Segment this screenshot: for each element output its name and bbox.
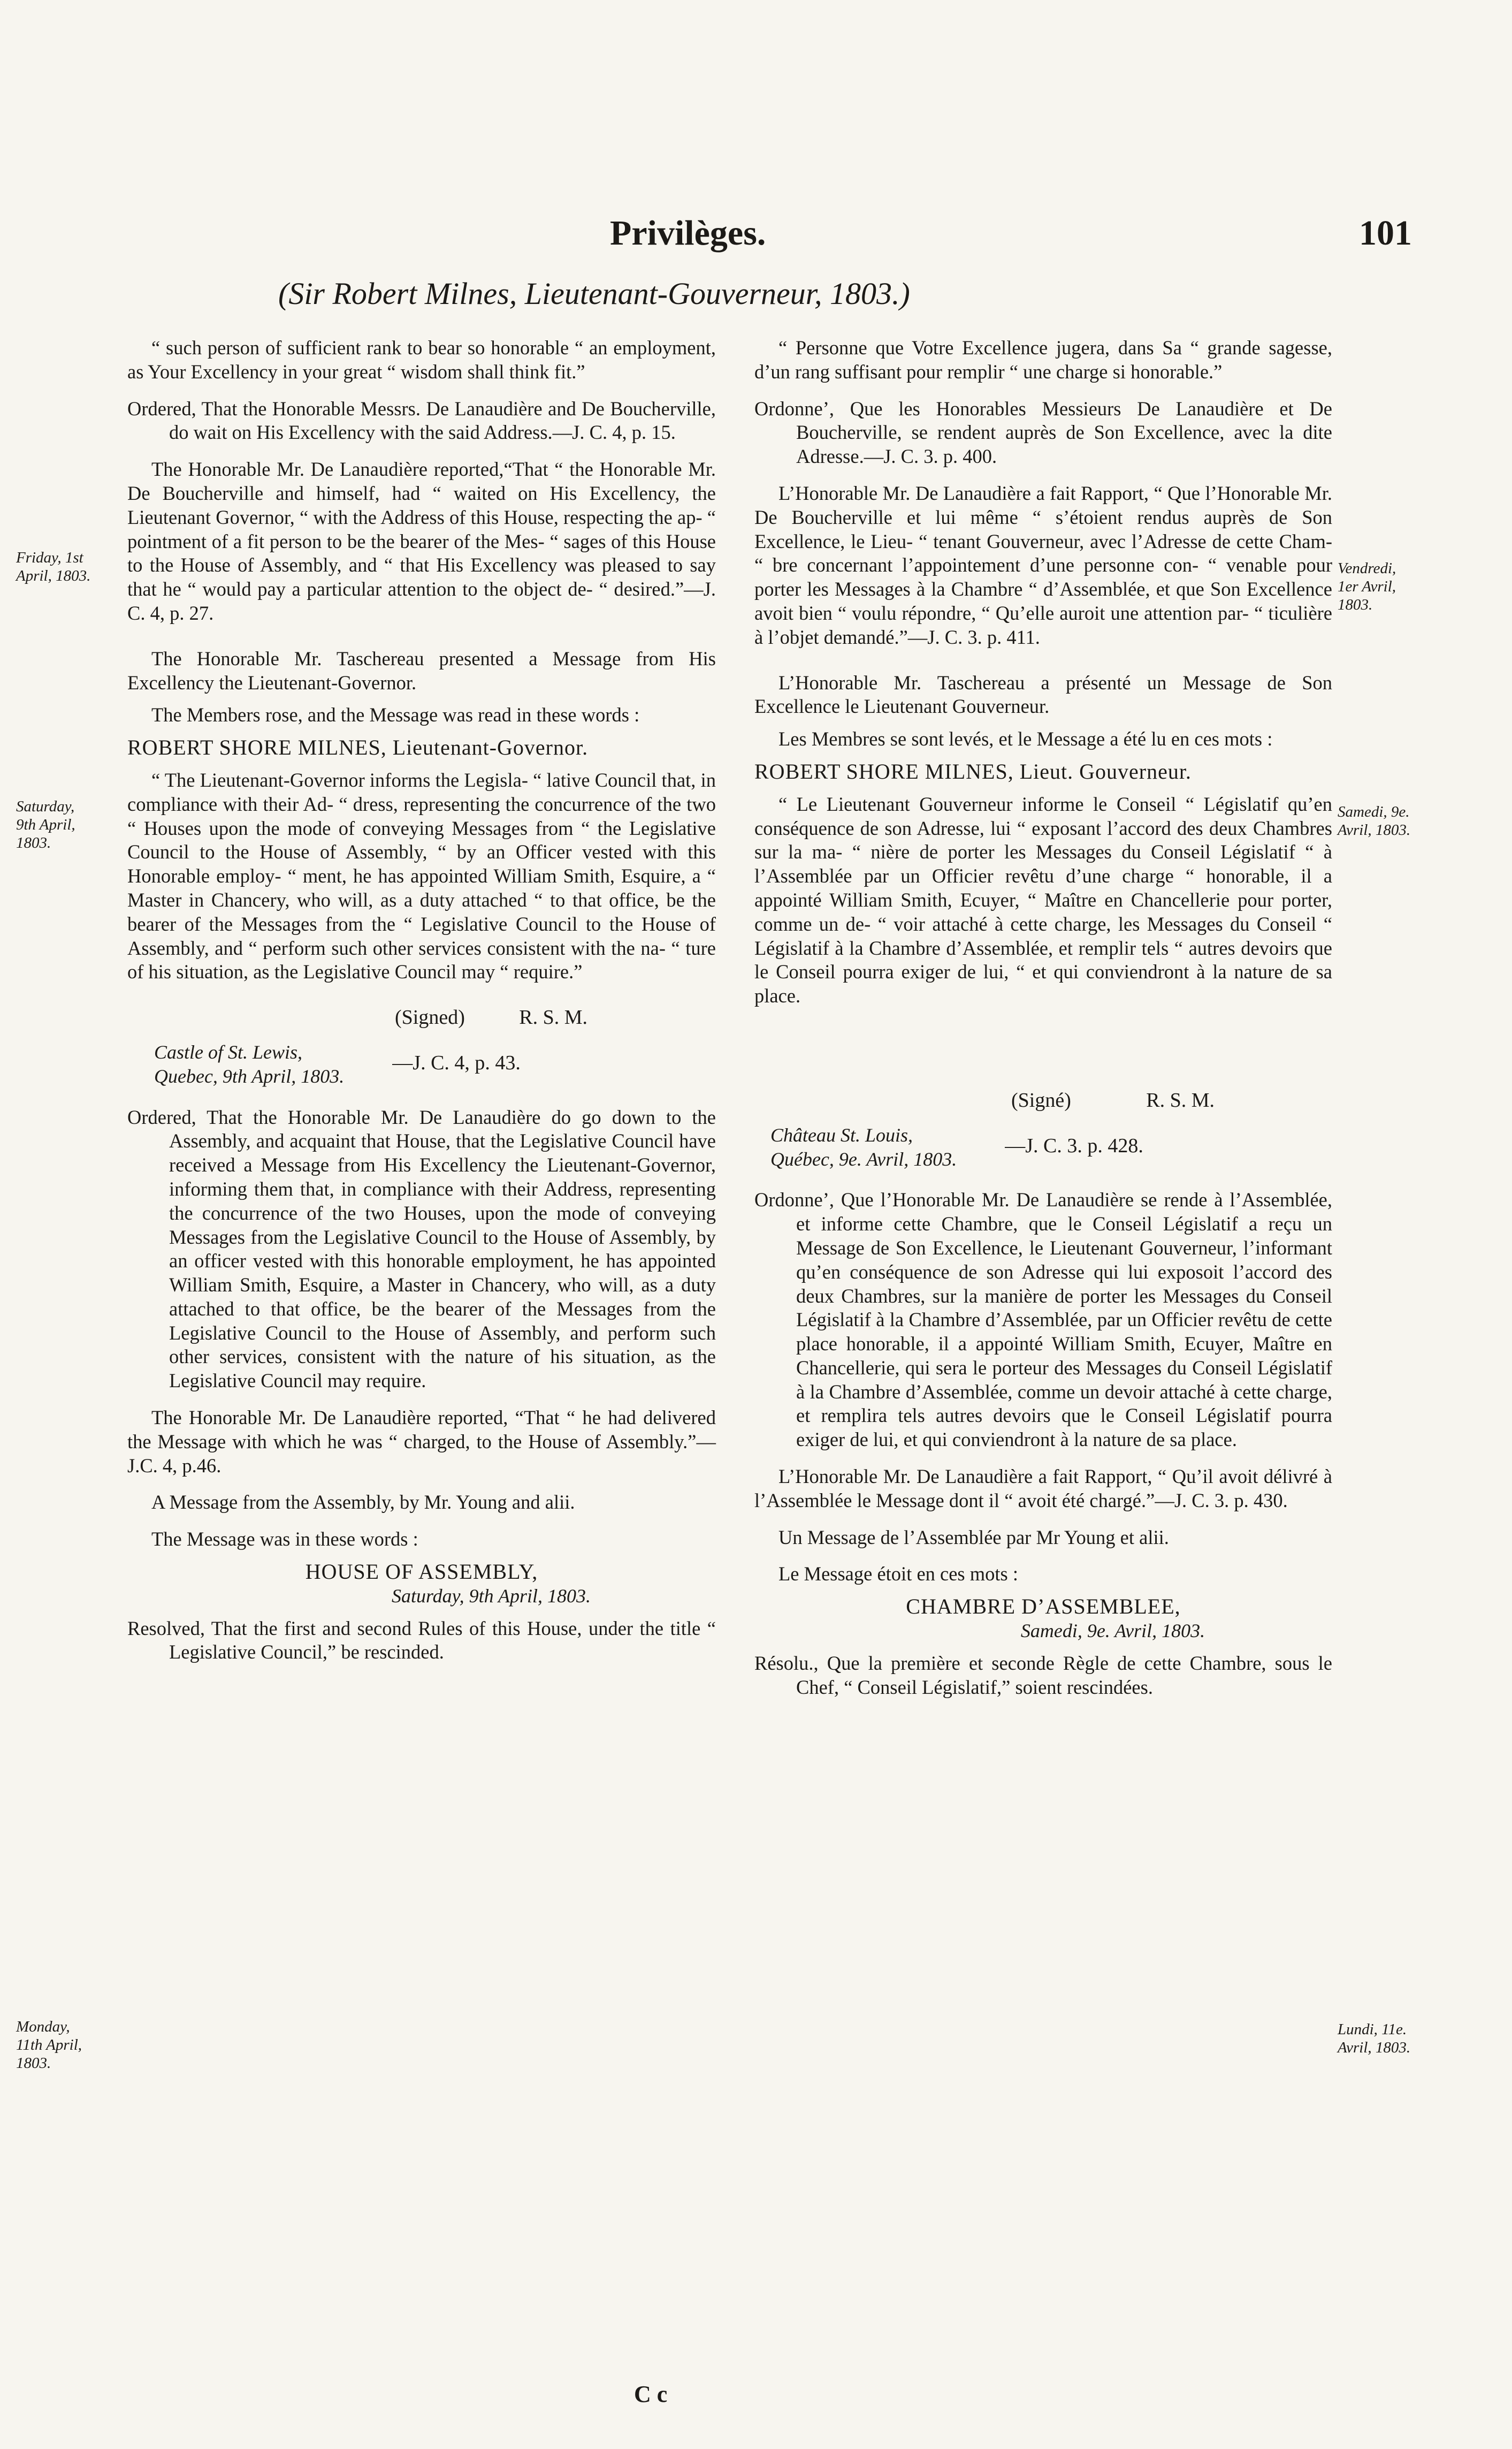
english-ordered-2: Ordered, That the Honorable Mr. De Lanaudière do go down to the Assembly, and acquaint that House, that the Legislative Council have received a Message from His Excellency the Lieutenant-Governor, informing them that, in compliance with their Address, representing the concurrence of the two Houses, upon the mode of conveying Messages from the Legislative Council to the House of Assembly, by an officer vested with this honorable employment, he has appointed William Smith, Esquire, a Master in Chancery, who will, as a duty attached to that office, be the bearer of the Messages from the Legislative Council to the House of Assembly, and perform such other services, consistent with the nature of his situation, as the Legislative Council may require. bbox=[127, 1106, 716, 1392]
english-message-words: The Message was in these words : bbox=[151, 1528, 418, 1550]
page-number: 101 bbox=[1359, 214, 1412, 253]
french-ordonne-1: Ordonne’, Que les Honorables Messieurs De Lanaudière et De Boucherville, se rendent auprès de Son Excellence, avec la dite Adresse.—J. C. 3. p. 400. bbox=[754, 397, 1332, 468]
english-members-rose: The Members rose, and the Message was read in these words : bbox=[151, 704, 640, 726]
french-report-2: L’Honorable Mr. De Lanaudière a fait Rapport, “ Qu’il avoit délivré à l’Assemblée le Message dont il “ avoit été chargé.”—J. C. 3. p. 430. bbox=[754, 1465, 1332, 1511]
english-ordered-1: Ordered, That the Honorable Messrs. De Lanaudière and De Boucherville, do wait on His Excellency with the said Address.—J. C. 4, p. 15. bbox=[127, 397, 716, 444]
french-assembly-message: Un Message de l’Assemblée par Mr Young et alii. bbox=[778, 1526, 1169, 1548]
french-castle: Château St. Louis, bbox=[770, 1124, 913, 1146]
french-signature-row bbox=[754, 1089, 1332, 1113]
page-subtitle: (Sir Robert Milnes, Lieutenant-Gouverneur, 1803.) bbox=[278, 276, 910, 311]
margin-note-lundi: Lundi, 11e. Avril, 1803. bbox=[1338, 2021, 1411, 2056]
french-report-1: L’Honorable Mr. De Lanaudière a fait Rapport, “ Que l’Honorable Mr. De Boucherville et lui même “ s’étoient rendus auprès de Son Excellence, le Lieu- “ tenant Gouverneur, avec l’Adresse de cette Cham- “ bre concernant l’appointement d’une personne con- “ venable pour porter les Messages à la Chambre “ d’Assemblée, et que Son Excellence avoit bien “ voulu répondre, “ Qu’elle auroit une attention par- “ ticulière à l’objet demandé.”—J. C. 3. p. 411. bbox=[754, 482, 1332, 648]
french-taschereau: L’Honorable Mr. Taschereau a présenté un Message de Son Excellence le Lieutenant Gouverneur. bbox=[754, 671, 1332, 718]
english-initials: R. S. M. bbox=[519, 1006, 587, 1029]
french-members-rose: Les Membres se sont levés, et le Message a été lu en ces mots : bbox=[778, 728, 1273, 750]
margin-note-friday: Friday, 1st April, 1803. bbox=[16, 549, 91, 584]
french-location-row bbox=[754, 1123, 1332, 1172]
english-house-date: Saturday, 9th April, 1803. bbox=[391, 1585, 591, 1607]
french-message-body: “ Le Lieutenant Gouverneur informe le Conseil “ Législatif qu’en conséquence de son Adresse, lui “ exposant l’accord des deux Chambres sur la ma- “ nière de porter les Messages du Conseil Législatif “ à l’Assemblée par un Officier revêtu d’une charge “ honorable, il a appointé William Smith, Ecuyer, “ Maître en Chancellerie pour porter, comme un de- “ voir attaché à cette charge, les Messages du Conseil “ Législatif à la Chambre d’Assemblée, et remplir tels “ autres devoirs que le Conseil pourra exiger de lui, “ et qui conviendront à la nature de sa place. bbox=[754, 793, 1332, 1007]
french-journal-ref: —J. C. 3. p. 428. bbox=[1005, 1134, 1143, 1157]
signature-mark: C c bbox=[634, 2381, 668, 2407]
french-ordonne-2: Ordonne’, Que l’Honorable Mr. De Lanaudière se rende à l’Assemblée, et informe cette Chambre, que le Conseil Législatif a reçu un Message de Son Excellence, le Lieutenant Gouverneur, l’informant qu’en conséquence de son Adresse qui lui exposoit l’accord des deux Chambres, sur la manière de porter les Messages du Conseil Législatif à la Chambre d’Assemblée, par un Officier revêtu de cette place honorable, il a appointé William Smith, Ecuyer, Maître en Chancellerie, qui sera le porteur des Messages du Conseil Législatif à la Chambre d’Assemblée, comme un devoir attaché à cette charge, et remplira tels autres devoirs que le Conseil Législatif pourra exiger de lui, et qui conviendront à la nature de sa place. bbox=[754, 1189, 1332, 1451]
english-quebec-date: Quebec, 9th April, 1803. bbox=[154, 1065, 345, 1087]
french-location bbox=[770, 1123, 957, 1172]
page-title: Privilèges. bbox=[610, 214, 766, 253]
english-column bbox=[127, 336, 716, 1673]
english-location-row bbox=[127, 1040, 716, 1089]
french-message-heading: ROBERT SHORE MILNES, Lieut. Gouverneur. bbox=[754, 759, 1192, 784]
french-message-words: Le Message étoit en ces mots : bbox=[778, 1563, 1019, 1585]
french-house-heading: CHAMBRE D’ASSEMBLEE, bbox=[906, 1594, 1181, 1619]
english-house-heading: HOUSE OF ASSEMBLY, bbox=[305, 1560, 538, 1584]
english-report-1: The Honorable Mr. De Lanaudière reported,“That “ the Honorable Mr. De Boucherville and himself, had “ waited on His Excellency, the Lieutenant Governor, “ with the Address of this House, respecting the ap- “ pointment of a fit person to be the bearer of the Mes- “ sages of this House to the House of Assembly, and “ that His Excellency was pleased to say that he “ would pay a particular attention to the object de- “ desired.”—J. C. 4, p. 27. bbox=[127, 458, 716, 624]
english-castle: Castle of St. Lewis, bbox=[154, 1041, 303, 1063]
english-assembly-message: A Message from the Assembly, by Mr. Young and alii. bbox=[151, 1491, 575, 1513]
french-resolu: Résolu., Que la première et seconde Règle de cette Chambre, sous le Chef, “ Conseil Législatif,” soient rescindées. bbox=[754, 1652, 1332, 1698]
french-quebec-date: Québec, 9e. Avril, 1803. bbox=[770, 1148, 957, 1170]
english-location bbox=[154, 1040, 344, 1089]
french-house-date: Samedi, 9e. Avril, 1803. bbox=[1020, 1620, 1205, 1642]
english-paragraph-1: “ such person of sufficient rank to bear so honorable “ an employment, as Your Excellency in your great “ wisdom shall think fit.” bbox=[127, 337, 716, 383]
english-taschereau: The Honorable Mr. Taschereau presented a Message from His Excellency the Lieutenant-Governor. bbox=[127, 647, 716, 694]
french-paragraph-1: “ Personne que Votre Excellence jugera, dans Sa “ grande sagesse, d’un rang suffisant pour remplir “ une charge si honorable.” bbox=[754, 337, 1332, 383]
margin-note-vendredi: Vendredi, 1er Avril, 1803. bbox=[1338, 560, 1396, 613]
french-column bbox=[754, 336, 1332, 1708]
margin-note-samedi: Samedi, 9e. Avril, 1803. bbox=[1338, 803, 1411, 839]
english-resolved: Resolved, That the first and second Rules of this House, under the title “ Legislative Council,” be rescinded. bbox=[127, 1617, 716, 1663]
english-report-2: The Honorable Mr. De Lanaudière reported, “That “ he had delivered the Message with which he was “ charged, to the House of Assembly.”—J.C. 4, p.46. bbox=[127, 1406, 716, 1477]
english-signature-row bbox=[127, 1006, 716, 1030]
english-message-heading: ROBERT SHORE MILNES, Lieutenant-Governor. bbox=[127, 735, 589, 760]
english-message-body: “ The Lieutenant-Governor informs the Legisla- “ lative Council that, in compliance with their Ad- “ dress, representing the concurrence of the two “ Houses upon the mode of conveying Messages from “ the Legislative Council to the House of Assembly, “ by an Officer vested with this Honorable employ- “ ment, he has appointed William Smith, Esquire, a “ Master in Chancery, who will, as a duty attached “ to that office, be the bearer of the Messages from the “ Legislative Council to the House of Assembly, and “ perform such other services consistent with the na- “ ture of his situation, as the Legislative Council may “ require.” bbox=[127, 769, 716, 983]
margin-note-saturday: Saturday, 9th April, 1803. bbox=[16, 798, 75, 851]
english-signed: (Signed) bbox=[395, 1006, 465, 1029]
margin-note-monday: Monday, 11th April, 1803. bbox=[16, 2018, 82, 2072]
french-initials: R. S. M. bbox=[1146, 1089, 1215, 1112]
french-signed: (Signé) bbox=[1011, 1089, 1071, 1112]
english-journal-ref: —J. C. 4, p. 43. bbox=[392, 1051, 521, 1074]
